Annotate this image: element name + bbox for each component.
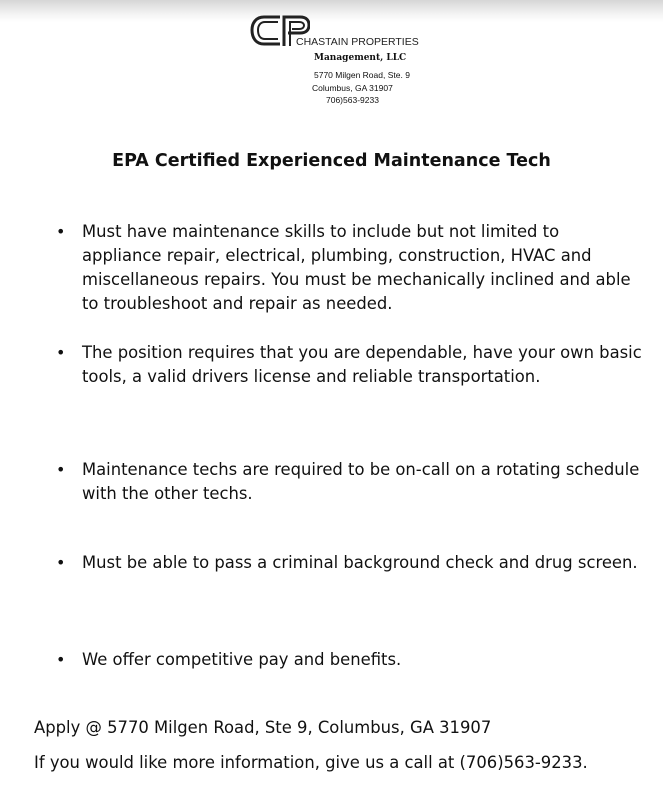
bullet-icon: • xyxy=(56,222,66,241)
requirement-text: Must be able to pass a criminal background check and drug screen. xyxy=(82,553,638,572)
bullet-icon: • xyxy=(56,343,66,362)
bullet-icon: • xyxy=(56,553,66,572)
list-item xyxy=(56,551,642,575)
address-line-2: Columbus, GA 31907 xyxy=(312,83,393,93)
phone-number: 706)563-9233 xyxy=(326,95,379,105)
list-item xyxy=(56,220,642,316)
requirement-text: The position requires that you are dependable, have your own basic tools, a valid drivers license and reliable transportation. xyxy=(82,343,642,386)
requirement-text: Maintenance techs are required to be on-call on a rotating schedule with the other techs. xyxy=(82,460,640,503)
job-title: EPA Certified Experienced Maintenance Tech xyxy=(112,151,551,171)
letterhead xyxy=(250,14,450,114)
address-line-1: 5770 Milgen Road, Ste. 9 xyxy=(314,70,410,80)
requirement-text: Must have maintenance skills to include but not limited to appliance repair, electrical, plumbing, construction, HVAC and miscellaneous repairs. You must be mechanically inclined and able to troubleshoot and repair as needed. xyxy=(82,222,631,313)
apply-address: Apply @ 5770 Milgen Road, Ste 9, Columbus, GA 31907 xyxy=(34,718,492,737)
requirement-text: We offer competitive pay and benefits. xyxy=(82,650,402,669)
list-item xyxy=(56,458,642,506)
list-item xyxy=(56,648,642,672)
bullet-icon: • xyxy=(56,650,66,669)
contact-info: If you would like more information, give us a call at (706)563-9233. xyxy=(34,753,588,772)
bullet-icon: • xyxy=(56,460,66,479)
company-subtitle: Management, LLC xyxy=(314,53,407,63)
list-item xyxy=(56,341,642,389)
company-name: CHASTAIN PROPERTIES xyxy=(296,36,419,48)
